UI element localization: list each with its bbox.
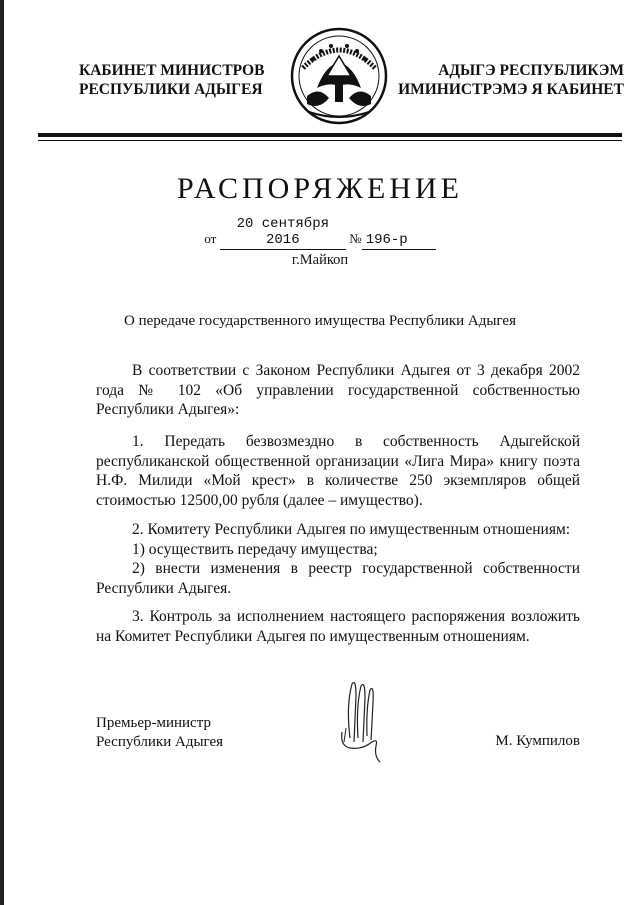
position-line-1: Премьер-министр bbox=[96, 715, 211, 731]
scan-page-edge bbox=[0, 0, 4, 905]
item-2-block bbox=[96, 520, 580, 598]
document-subject: О передаче государственного имущества Республики Адыгея bbox=[124, 313, 516, 329]
signatory-name: М. Кумпилов bbox=[495, 733, 580, 749]
signatory-position bbox=[96, 714, 223, 752]
document-title: РАСПОРЯЖЕНИЕ bbox=[176, 172, 464, 205]
header-right-line1: АДЫГЭ РЕСПУБЛИКЭМ bbox=[438, 62, 624, 79]
preamble-text: В соответствии с Законом Республики Адыгея от 3 декабря 2002 года № 102 «Об управлении государственной собственностью Республики Адыгея»: bbox=[96, 362, 580, 418]
handwritten-signature-icon bbox=[328, 676, 388, 766]
header-right-line2: ИМИНИСТРЭМЭ Я КАБИНЕТ bbox=[398, 81, 624, 98]
item-3-paragraph bbox=[96, 607, 580, 646]
item-1-text: 1. Передать безвозмездно в собственность Адыгейской республиканской общественной организации «Лига Мира» книгу поэта Н.Ф. Милиди «Мой крест» в количестве 250 экземпляров общей стоимостью 12500,00 рубля (далее – имущество). bbox=[96, 433, 580, 509]
city: г.Майкоп bbox=[291, 252, 349, 268]
header-rule-thick bbox=[38, 133, 622, 137]
position-line-2: Республики Адыгея bbox=[96, 734, 224, 750]
header-left-line2: РЕСПУБЛИКИ АДЫГЕЯ bbox=[79, 81, 263, 98]
number-prefix: № bbox=[349, 231, 362, 246]
item-1-paragraph bbox=[96, 432, 580, 510]
date-value: 20 сентября 2016 bbox=[220, 216, 346, 250]
header-rule-thin bbox=[38, 140, 622, 141]
coat-of-arms-icon bbox=[289, 26, 389, 126]
number-value: 196-р bbox=[362, 232, 436, 250]
preamble-paragraph bbox=[96, 361, 580, 420]
item-3-text: 3. Контроль за исполнением настоящего распоряжения возложить на Комитет Республики Адыгея по имущественным отношениям. bbox=[96, 608, 580, 645]
date-prefix: от bbox=[204, 231, 217, 246]
date-number-line bbox=[0, 216, 640, 250]
item-2-sub-2: 2) внести изменения в реестр государственной собственности Республики Адыгея. bbox=[96, 560, 580, 597]
item-2-sub-1: 1) осуществить передачу имущества; bbox=[132, 540, 378, 558]
header-left-block bbox=[79, 61, 269, 99]
header-right-block bbox=[394, 61, 624, 99]
item-2-title: 2. Комитету Республики Адыгея по имущественным отношениям: bbox=[132, 521, 571, 538]
header-left-line1: КАБИНЕТ МИНИСТРОВ bbox=[79, 62, 265, 79]
